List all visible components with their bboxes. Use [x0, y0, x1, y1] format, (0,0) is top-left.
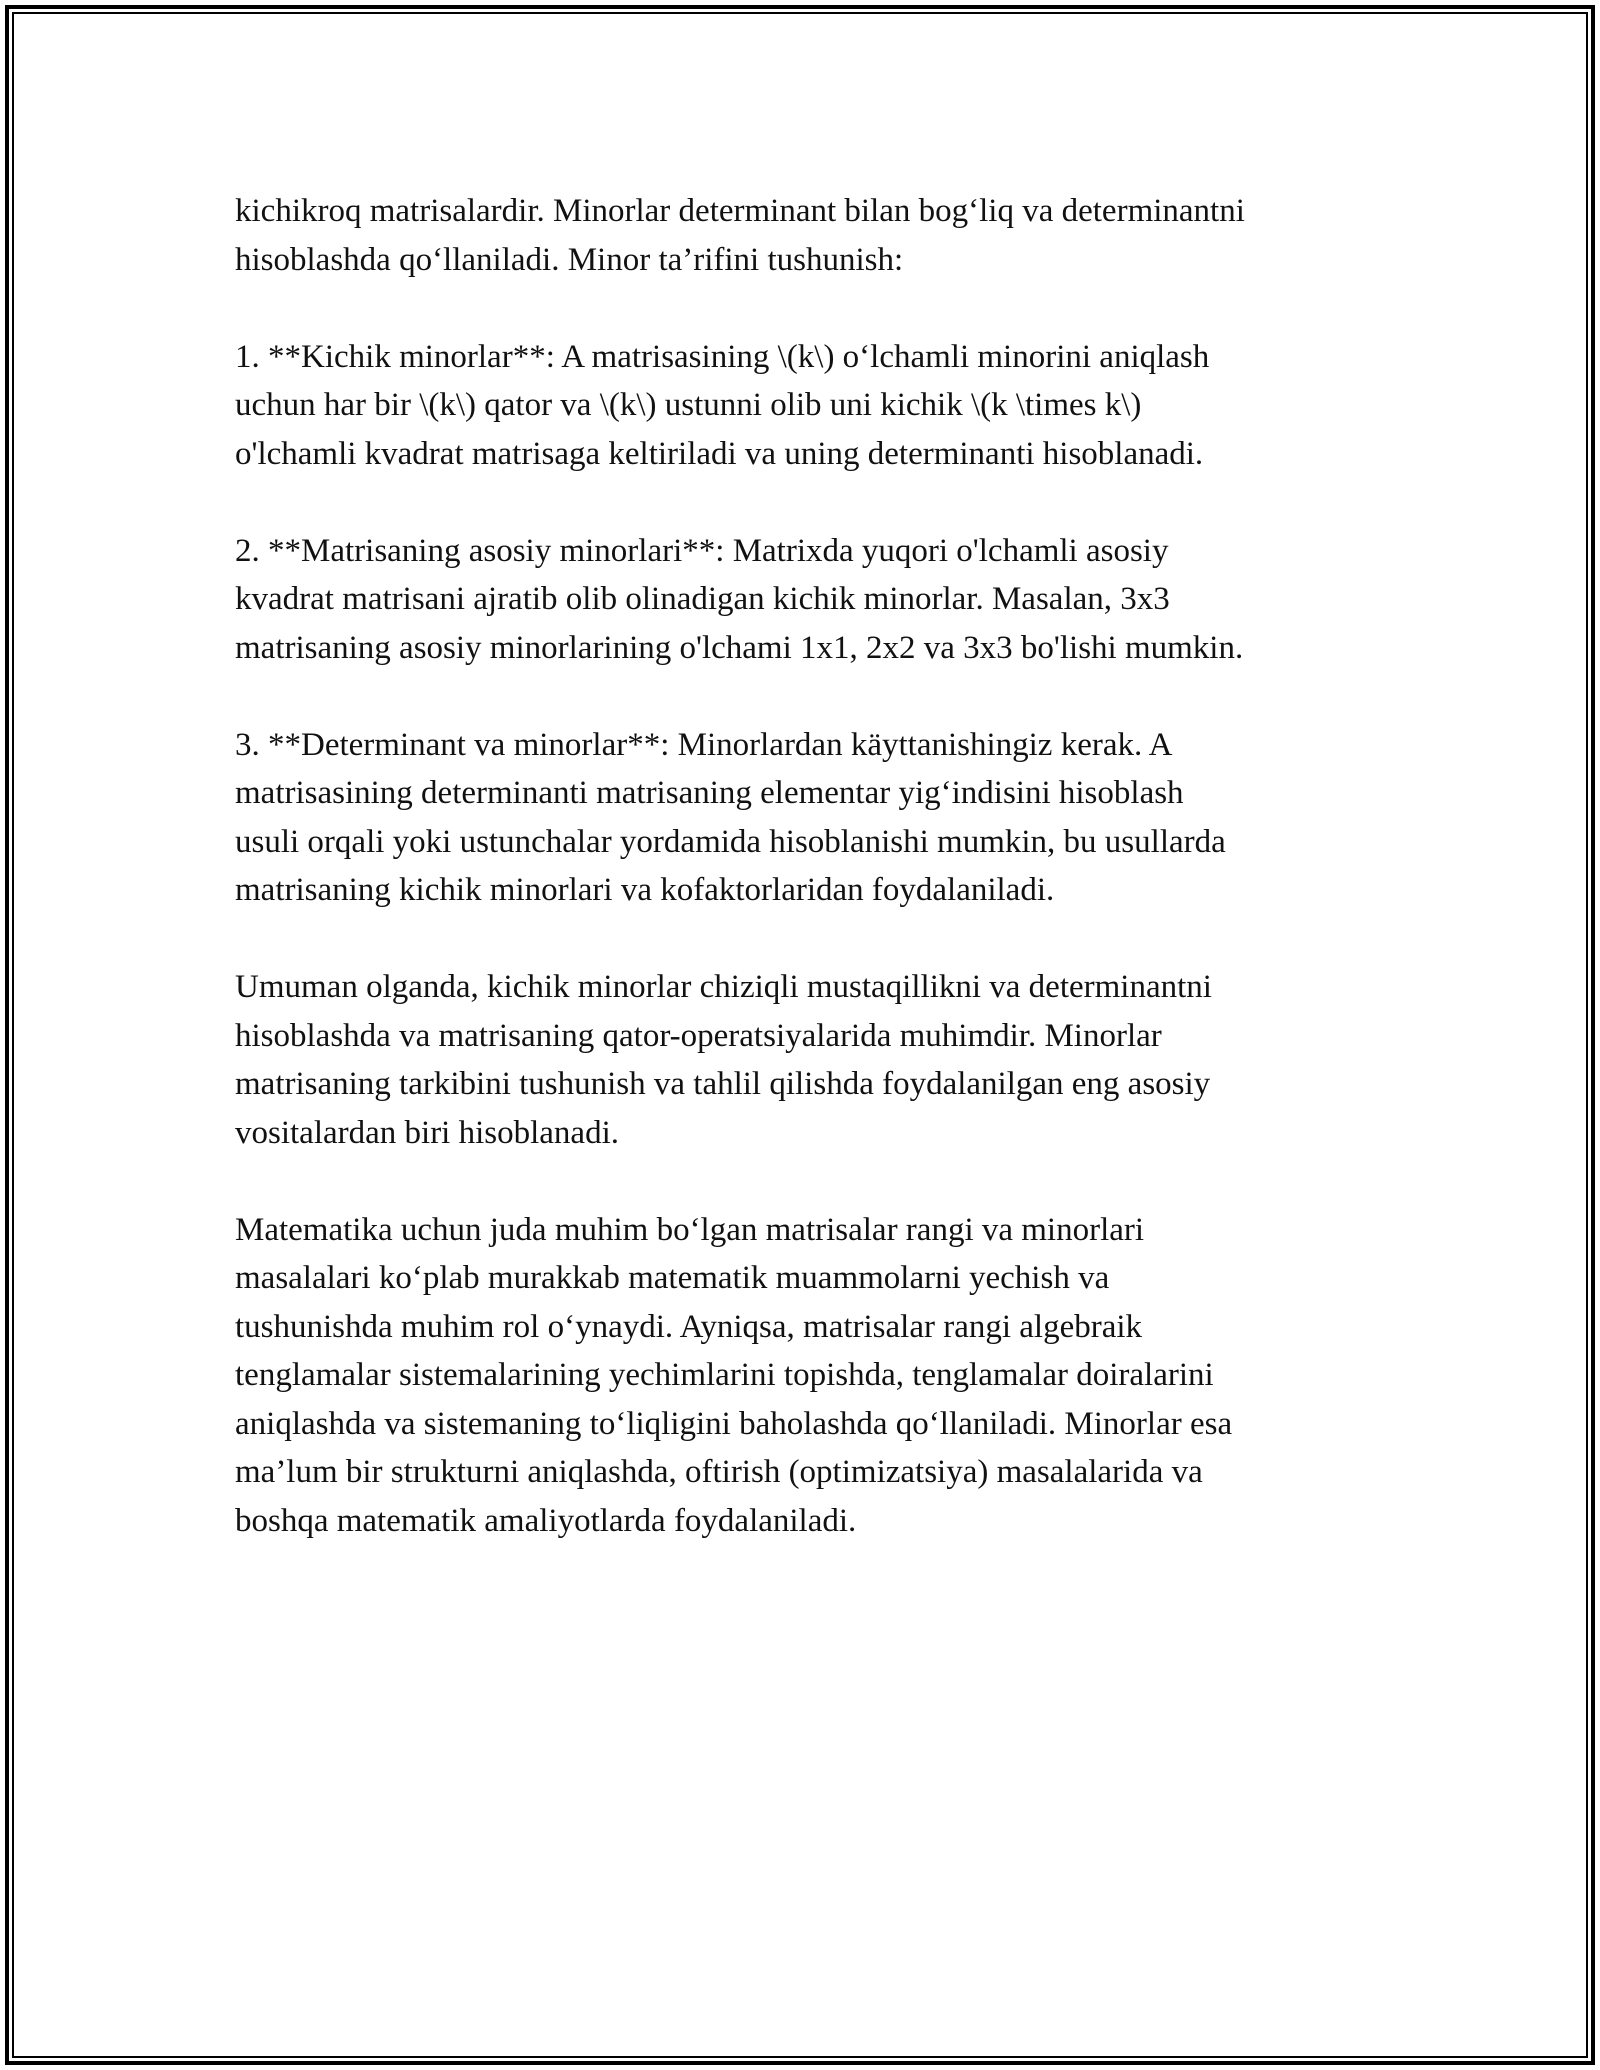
paragraph-matematika: Matematika uchun juda muhim bo‘lgan matrisalar rangi va minorlari masalalari ko‘plab murakkab matematik muammolarni yechish va tushunishda muhim rol o‘ynaydi. Ayniqsa, matrisalar rangi algebraik tenglamalar sistemalarining yechimlarini topishda, tenglamalar doiralarini aniqlashda va sistemaning to‘liqligini baholashda qo‘llaniladi. Minorlar esa ma’lum bir strukturni aniqlashda, oftirish (optimizatsiya) masalalarida va boshqa matematik amaliyotlarda foydalaniladi.: [235, 1211, 1233, 1539]
paragraph-asosiy-minorlar: 2. **Matrisaning asosiy minorlari**: Matrixda yuqori o'lchamli asosiy kvadrat matrisani ajratib olib olinadigan kichik minorlar. Masalan, 3x3 matrisaning asosiy minorlarining o'lchami 1x1, 2x2 va 3x3 bo'lishi mumkin.: [235, 532, 1244, 666]
paragraph-minor-intro: kichikroq matrisalardir. Minorlar determinant bilan bog‘liq va determinantni hisoblashda qo‘llaniladi. Minor ta’rifini tushunish:: [235, 193, 1245, 278]
paragraph-kichik-minorlar: 1. **Kichik minorlar**: A matrisasining \(k\) o‘lchamli minorini aniqlash uchun har bir \(k\) qator va \(k\) ustunni olib uni kichik \(k \times k\) o'lchamli kvadrat matrisaga keltiriladi va uning determinanti hisoblanadi.: [235, 338, 1210, 472]
paragraph-determinant-minorlar: 3. **Determinant va minorlar**: Minorlardan käyttanishingiz kerak. A matrisasining determinanti matrisaning elementar yig‘indisini hisoblash usuli orqali yoki ustunchalar yordamida hisoblanishi mumkin, bu usullarda matrisaning kichik minorlari va kofaktorlaridan foydalaniladi.: [235, 726, 1226, 908]
document-body: [235, 187, 1375, 1594]
paragraph-umuman-olganda: Umuman olganda, kichik minorlar chiziqli mustaqillikni va determinantni hisoblashda va matrisaning qator-operatsiyalarida muhimdir. Minorlar matrisaning tarkibini tushunish va tahlil qilishda foydalanilgan eng asosiy vositalardan biri hisoblanadi.: [235, 969, 1212, 1151]
